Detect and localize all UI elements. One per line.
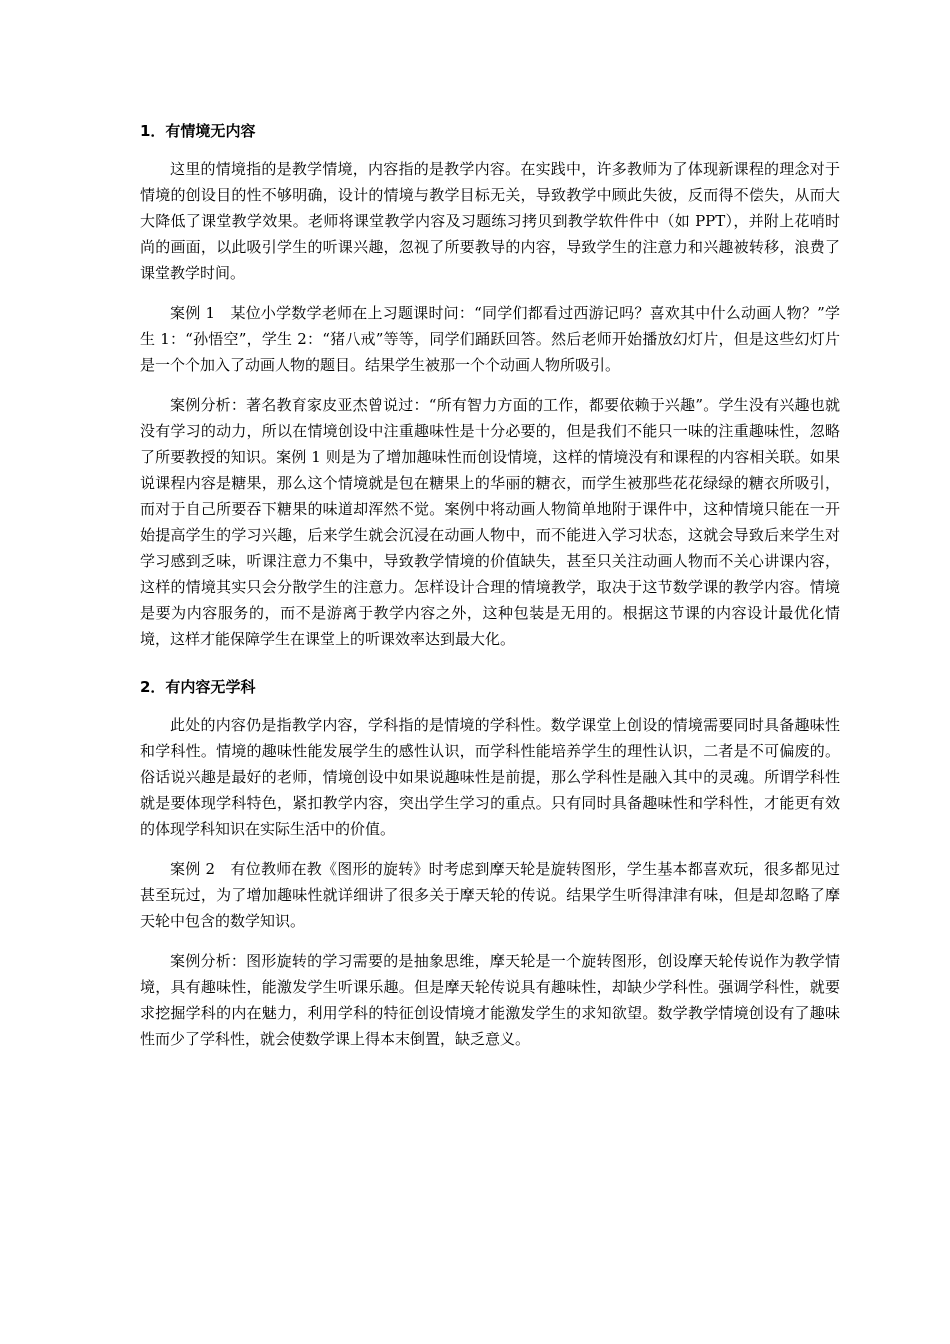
section-2-paragraph-1: 此处的内容仍是指教学内容，学科指的是情境的学科性。数学课堂上创设的情境需要同时具备趣味性和学科性。情境的趣味性能发展学生的感性认识，而学科性能培养学生的理性认识，二者是不可偏废的。俗话说兴趣是最好的老师，情境创设中如果说趣味性是前提，那么学科性是融入其中的灵魂。所谓学科性就是要体现学科特色，紧扣教学内容，突出学生学习的重点。只有同时具备趣味性和学科性，才能更有效的体现学科知识在实际生活中的价值。 [140,716,840,838]
section-gap [140,666,840,674]
section-2-case-2: 案例 2 有位教师在教《图形的旋转》时考虑到摩天轮是旋转图形，学生基本都喜欢玩，很多都见过甚至玩过，为了增加趣味性就详细讲了很多关于摩天轮的传说。结果学生听得津津有味，但是却忽略了摩天轮中包含的数学知识。 [140,860,840,930]
section-1-paragraph-1: 这里的情境指的是教学情境，内容指的是教学内容。在实践中，许多教师为了体现新课程的理念对于情境的创设目的性不够明确，设计的情境与教学目标无关，导致教学中顾此失彼，反而得不偿失，从而大大降低了课堂教学效果。老师将课堂教学内容及习题练习拷贝到教学软件件中（如 PPT），并附上花哨时尚的画面，以此吸引学生的听课兴趣，忽视了所要教导的内容，导致学生的注意力和兴趣被转移，浪费了课堂教学时间。 [140,160,840,282]
section-1-case-analysis: 案例分析：著名教育家皮亚杰曾说过：“所有智力方面的工作，都要依赖于兴趣”。学生没有兴趣也就没有学习的动力，所以在情境创设中注重趣味性是十分必要的，但是我们不能只一味的注重趣味性，忽略了所要教授的知识。案例 1 则是为了增加趣味性而创设情境，这样的情境没有和课程的内容相关联。如果说课程内容是糖果，那么这个情境就是包在糖果上的华丽的糖衣，而学生被那些花花绿绿的糖衣所吸引，而对于自己所要吞下糖果的味道却浑然不觉。案例中将动画人物简单地附于课件中，这种情境只能在一开始提高学生的学习兴趣，后来学生就会沉浸在动画人物中，而不能进入学习状态，这就会导致后来学生对学习感到乏味，听课注意力不集中，导致教学情境的价值缺失，甚至只关注动画人物而不关心讲课内容，这样的情境其实只会分散学生的注意力。怎样设计合理的情境教学，取决于这节数学课的教学内容。情境是要为内容服务的，而不是游离于教学内容之外，这种包装是无用的。根据这节课的内容设计最优化情境，这样才能保障学生在课堂上的听课效率达到最大化。 [140,396,840,648]
section-1-case-1: 案例 1 某位小学数学老师在上习题课时问：“同学们都看过西游记吗？喜欢其中什么动画人物？”学生 1：“孙悟空”，学生 2：“猪八戒”等等，同学们踊跃回答。然后老师开始播放幻灯片，但是这些幻灯片是一个个加入了动画人物的题目。结果学生被那一个个动画人物所吸引。 [140,304,840,374]
section-2-heading: 2．有内容无学科 [140,678,256,696]
section-1-heading: 1．有情境无内容 [140,122,256,140]
section-2-case-analysis: 案例分析：图形旋转的学习需要的是抽象思维，摩天轮是一个旋转图形，创设摩天轮传说作为教学情境，具有趣味性，能激发学生听课乐趣。但是摩天轮传说具有趣味性，却缺少学科性。强调学科性，就要求挖掘学科的内在魅力，利用学科的特征创设情境才能激发学生的求知欲望。数学教学情境创设有了趣味性而少了学科性，就会使数学课上得本末倒置，缺乏意义。 [140,952,840,1048]
document-page [140,118,840,1066]
